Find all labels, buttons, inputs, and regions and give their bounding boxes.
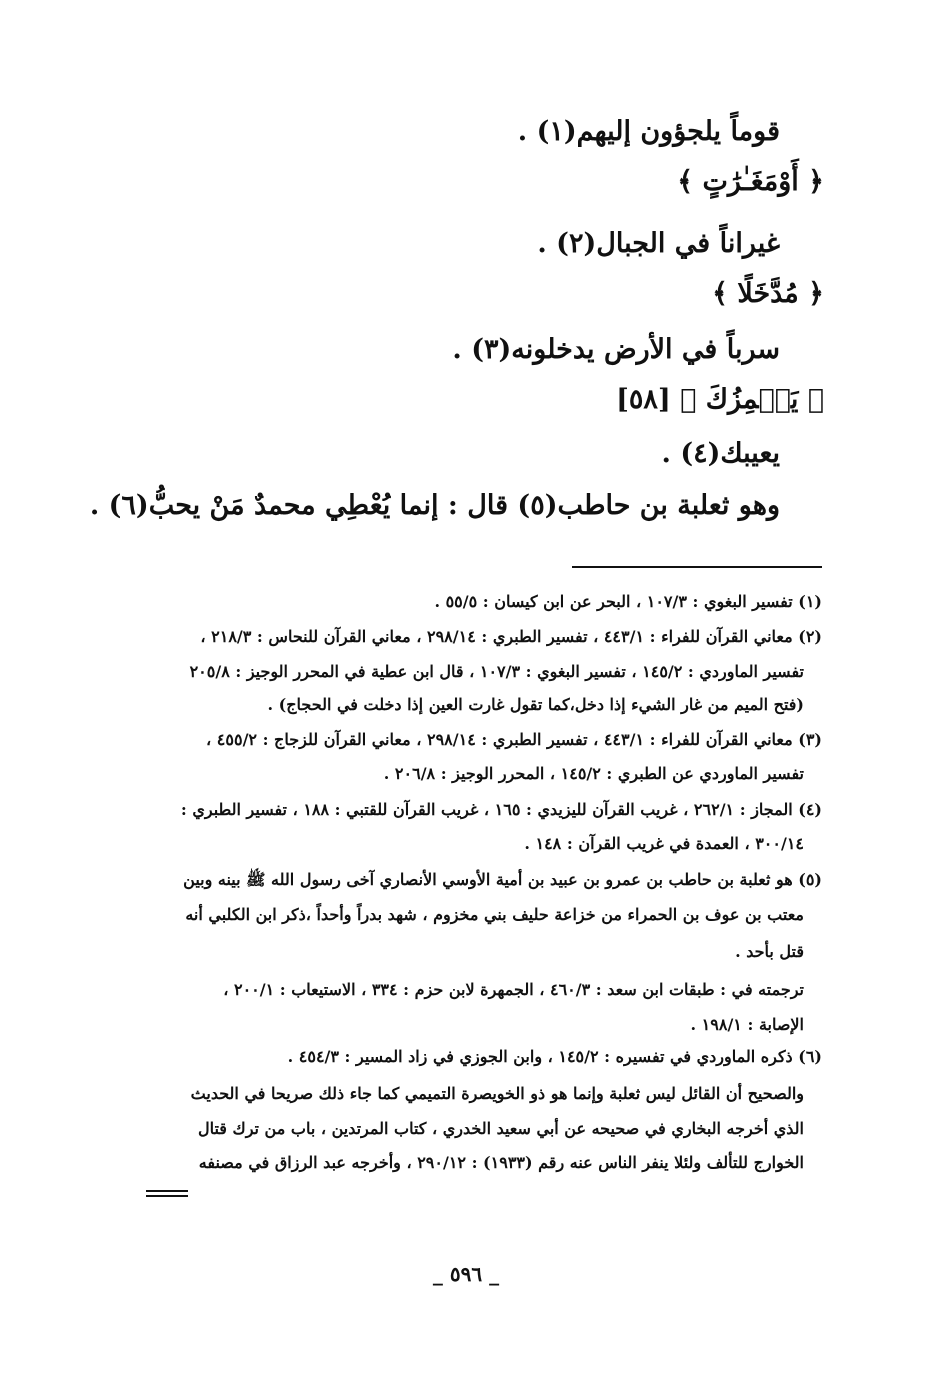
footnote-line-11: قتل بأحد . <box>735 942 804 961</box>
main-line-2: ﴿ أَوْمَغَـٰرَٰتٍ ﴾ <box>677 166 824 197</box>
footnote-line-16: الذي أخرجه البخاري في صحيحه عن أبي سعيد الخدري ، كتاب المرتدين ، باب من ترك قتال <box>197 1119 804 1138</box>
footnote-line-3: تفسير الماوردي : ١٤٥/٢ ، تفسير البغوي : ١٠٧/٣ ، قال ابن عطية في المحرر الوجيز : ٢٠٥/٨ <box>189 662 804 681</box>
footnote-line-4: (فتح الميم من غار الشيء إذا دخل،كما تقول غارت العين إذا دخلت في الحجاج) . <box>267 695 804 714</box>
footnote-line-17: الخوارج للتألف ولئلا ينفر الناس عنه رقم (١٩٣٣) : ٢٩٠/١٢ ، وأخرجه عبد الرزاق في مصنفه <box>198 1153 804 1172</box>
footnote-line-2: (٢) معاني القرآن للفراء : ٤٤٣/١ ، تفسير الطبري : ٢٩٨/١٤ ، معاني القرآن للنحاس : ٢١٨/٣ ، <box>200 627 822 646</box>
main-line-1: قوماً يلجؤون إليهم(١) . <box>517 116 780 147</box>
main-line-3: غيراناً في الجبال(٢) . <box>537 228 780 259</box>
main-line-8: وهو ثعلبة بن حاطب(٥) قال : إنما يُعْطِي محمدٌ مَنْ يحبُّ(٦) . <box>89 490 780 521</box>
footnote-line-12: ترجمته في : طبقات ابن سعد : ٤٦٠/٣ ، الجمهرة لابن حزم : ٣٣٤ ، الاستيعاب : ٢٠٠/١ ، <box>223 980 804 999</box>
footnote-line-7: (٤) المجاز : ٢٦٢/١ ، غريب القرآن لليزيدي : ١٦٥ ، غريب القرآن للقتبي : ١٨٨ ، تفسير الطبري : <box>180 800 822 819</box>
main-line-7: يعيبك(٤) . <box>661 438 780 469</box>
main-line-5: سرباً في الأرض يدخلونه(٣) . <box>452 334 780 365</box>
page-number: _ ٥٩٦ _ <box>432 1262 500 1286</box>
footnote-separator <box>572 566 822 568</box>
footnote-line-8: ٣٠٠/١٤ ، العمدة في غريب القرآن : ١٤٨ . <box>524 834 804 853</box>
footnote-line-6: تفسير الماوردي عن الطبري : ١٤٥/٢ ، المحرر الوجيز : ٢٠٦/٨ . <box>383 764 804 783</box>
main-line-4: ﴿ مُدَّخَلًا ﴾ <box>712 278 824 309</box>
footnote-line-1: (١) تفسير البغوي : ١٠٧/٣ ، البحر عن ابن كيسان : ٥٥/٥ . <box>434 592 822 611</box>
continuation-marks <box>146 1190 188 1200</box>
footnote-line-14: (٦) ذكره الماوردي في تفسيره : ١٤٥/٢ ، وابن الجوزي في زاد المسير : ٤٥٤/٣ . <box>287 1047 822 1066</box>
footnote-line-13: الإصابة : ١٩٨/١ . <box>690 1015 804 1034</box>
footnote-line-9: (٥) هو ثعلبة بن حاطب بن عمرو بن عبيد بن أمية الأوسي الأنصاري آخى رسول الله ﷺ بينه وبين <box>183 870 822 889</box>
footnote-line-15: والصحيح أن القائل ليس ثعلبة وإنما هو ذو الخويصرة التميمي كما جاء ذلك صريحا في الحديث <box>190 1084 804 1103</box>
main-line-6: ﴿ يَلۡمِزُكَ ﴾ [٥٨] <box>616 384 824 415</box>
footnote-line-10: معتب بن عوف بن الحمراء من خزاعة حليف بني مخزوم ، شهد بدراً وأحداً ،ذكر ابن الكلبي أنه <box>185 905 804 924</box>
footnote-line-5: (٣) معاني القرآن للفراء : ٤٤٣/١ ، تفسير الطبري : ٢٩٨/١٤ ، معاني القرآن للزجاج : ٤٥٥/٢ ، <box>206 730 822 749</box>
